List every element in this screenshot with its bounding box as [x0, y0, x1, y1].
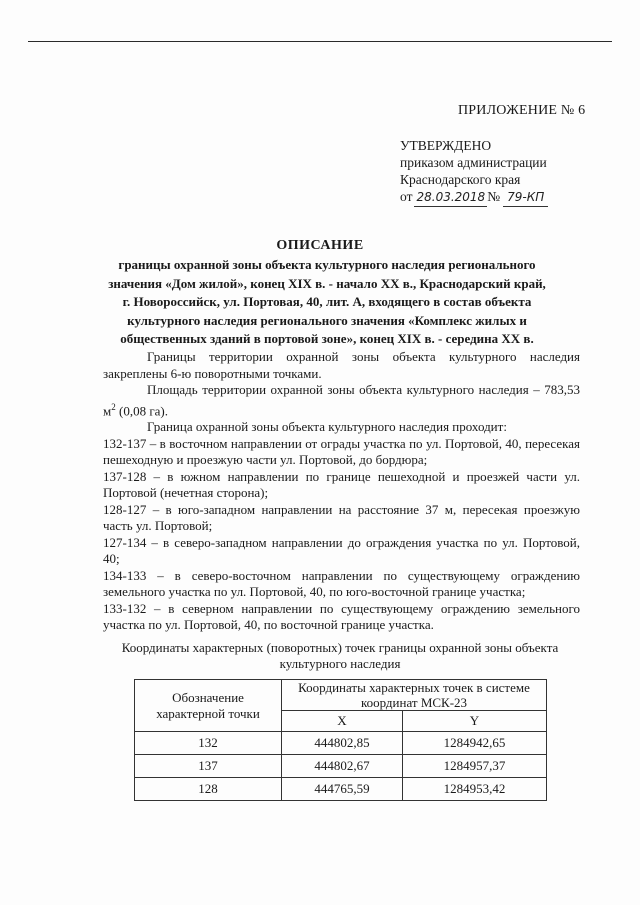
document-subtitle — [92, 256, 562, 349]
area-superscript: 2 — [111, 401, 116, 412]
handwritten-date: 28.03.2018 — [414, 189, 487, 207]
table-row — [135, 755, 547, 778]
order-date-number — [400, 188, 548, 207]
handwritten-number: 79-КП — [503, 189, 548, 207]
boundary-segment: 134-133 – в северо-восточном направлении по существующему ограждению земельного участка по ул. Портовой, 40, по юго-восточной границе участка; — [103, 567, 580, 600]
coordinates-table — [134, 679, 547, 801]
subtitle-line: культурного наследия регионального значения «Комплекс жилых и — [127, 312, 527, 328]
cell-y: 1284953,42 — [403, 778, 547, 801]
number-label: № — [487, 189, 501, 204]
from-label: от — [400, 189, 413, 204]
area-text: Площадь территории охранной зоны объекта культурного наследия – 783,53 м — [103, 382, 580, 418]
paragraph-boundary-intro: Граница охранной зоны объекта культурного наследия проходит: — [147, 419, 507, 435]
cell-point: 137 — [135, 755, 282, 778]
order-line-2: Краснодарского края — [400, 172, 521, 187]
cell-x: 444802,85 — [282, 732, 403, 755]
boundary-segment: 128-127 – в юго-западном направлении на расстояние 37 м, пересекая проезжую часть ул. Портовой; — [103, 501, 580, 534]
top-divider — [28, 41, 612, 42]
cell-y: 1284942,65 — [403, 732, 547, 755]
description-body — [103, 349, 580, 634]
subtitle-line: общественных зданий в портовой зоне», конец XIX в. - середина XX в. — [120, 331, 534, 346]
subtitle-line: границы охранной зоны объекта культурного наследия регионального — [118, 257, 536, 272]
header-x: X — [282, 711, 403, 732]
subtitle-line: г. Новороссийск, ул. Портовая, 40, лит. А, входящего в состав объекта — [122, 294, 532, 309]
cell-point: 132 — [135, 732, 282, 755]
table-caption-line: культурного наследия — [279, 656, 401, 671]
cell-y: 1284957,37 — [403, 755, 547, 778]
boundary-segment: 137-128 – в южном направлении по границе пешеходной и проезжей части ул. Портовой (нечетная сторона); — [103, 468, 580, 501]
paragraph-points: Границы территории охранной зоны объекта культурного наследия закреплены 6-ю поворотными точками. — [103, 349, 580, 381]
approval-block — [400, 137, 548, 207]
document-title: ОПИСАНИЕ — [276, 238, 364, 253]
header-coords-column: Координаты характерных точек в системе координат МСК-23 — [282, 680, 547, 711]
boundary-segment: 127-134 – в северо-западном направлении до ограждения участка по ул. Портовой, 40; — [103, 534, 580, 567]
cell-point: 128 — [135, 778, 282, 801]
cell-x: 444765,59 — [282, 778, 403, 801]
table-caption-line: Координаты характерных (поворотных) точек границы охранной зоны объекта — [121, 640, 559, 655]
table-row — [135, 778, 547, 801]
header-y: Y — [403, 711, 547, 732]
cell-x: 444802,67 — [282, 755, 403, 778]
paragraph-area — [103, 382, 580, 419]
appendix-label: ПРИЛОЖЕНИЕ № 6 — [458, 103, 586, 118]
boundary-segment: 132-137 – в восточном направлении от ограды участка по ул. Портовой, 40, пересекая пешеходную и проезжую части ул. Портовой, до бордюра; — [103, 435, 580, 468]
order-line-1: приказом администрации — [400, 155, 547, 170]
boundary-segment: 133-132 – в северном направлении по существующему ограждению земельного участка по ул. Портовой, 40, по восточной границе участка. — [103, 600, 580, 633]
table-row — [135, 732, 547, 755]
header-point-column: Обозначение характерной точки — [135, 680, 282, 732]
table-caption — [100, 640, 580, 672]
approved-label: УТВЕРЖДЕНО — [400, 138, 492, 153]
area-tail: (0,08 га). — [115, 402, 168, 418]
subtitle-line: значения «Дом жилой», конец XIX в. - начало XX в., Краснодарский край, — [108, 275, 546, 291]
